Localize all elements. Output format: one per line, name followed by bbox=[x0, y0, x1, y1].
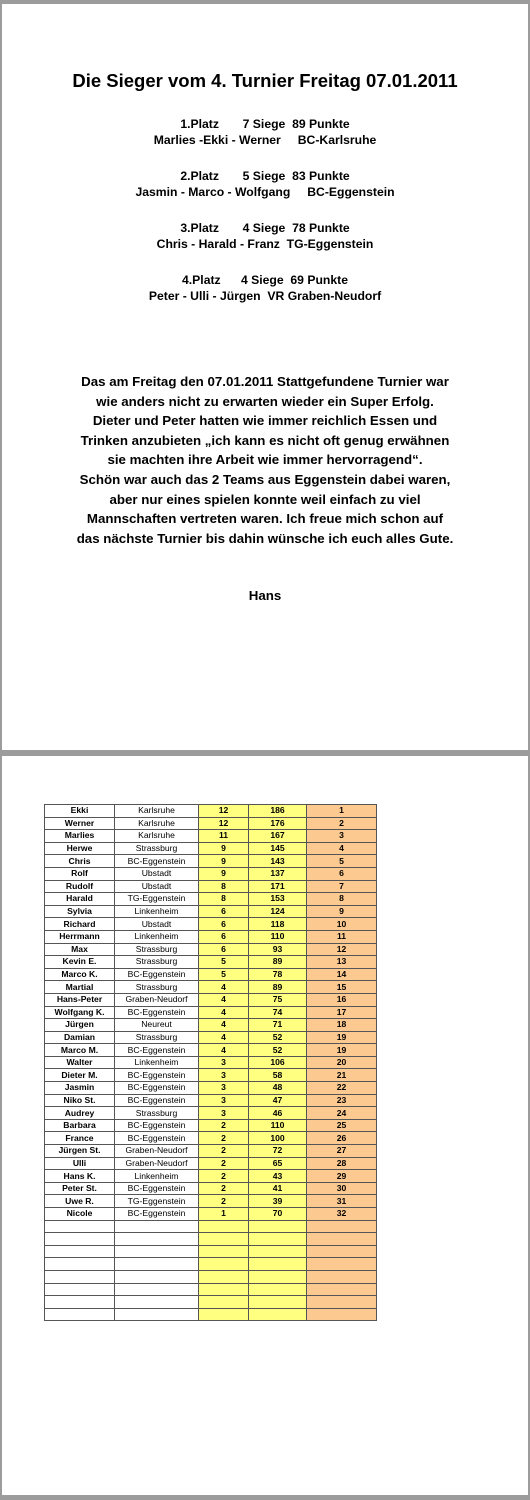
wins-cell: 3 bbox=[199, 1069, 249, 1082]
wins-cell: 2 bbox=[199, 1132, 249, 1145]
player-name-cell bbox=[45, 1245, 115, 1258]
club-cell: Strassburg bbox=[115, 943, 199, 956]
place-4-team: Peter - Ulli - Jürgen VR Graben-Neudorf bbox=[148, 289, 382, 303]
wins-cell: 4 bbox=[199, 1019, 249, 1032]
player-name-cell: Marco M. bbox=[45, 1044, 115, 1057]
club-cell: Ubstadt bbox=[115, 880, 199, 893]
club-cell bbox=[115, 1220, 199, 1233]
wins-cell bbox=[199, 1233, 249, 1246]
results-table bbox=[44, 804, 377, 1321]
club-cell bbox=[115, 1233, 199, 1246]
place-2-result: 2.Platz 5 Siege 83 Punkte bbox=[180, 169, 350, 183]
place-4 bbox=[2, 272, 528, 304]
points-cell: 43 bbox=[249, 1170, 307, 1183]
player-name-cell bbox=[45, 1258, 115, 1271]
club-cell: BC-Eggenstein bbox=[115, 1044, 199, 1057]
table-row bbox=[45, 1107, 377, 1120]
table-row bbox=[45, 956, 377, 969]
table-row bbox=[45, 1233, 377, 1246]
club-cell: BC-Eggenstein bbox=[115, 1069, 199, 1082]
results-table-body bbox=[45, 805, 377, 1321]
table-row bbox=[45, 805, 377, 818]
table-row bbox=[45, 1258, 377, 1271]
points-cell bbox=[249, 1220, 307, 1233]
points-cell bbox=[249, 1233, 307, 1246]
player-name-cell: France bbox=[45, 1132, 115, 1145]
club-cell: Ubstadt bbox=[115, 867, 199, 880]
report-text bbox=[42, 372, 488, 548]
rank-cell bbox=[307, 1270, 377, 1283]
wins-cell: 3 bbox=[199, 1056, 249, 1069]
player-name-cell: Marco K. bbox=[45, 968, 115, 981]
club-cell bbox=[115, 1308, 199, 1321]
table-row bbox=[45, 1145, 377, 1158]
table-row bbox=[45, 930, 377, 943]
table-row bbox=[45, 968, 377, 981]
rank-cell: 20 bbox=[307, 1056, 377, 1069]
rank-cell: 19 bbox=[307, 1044, 377, 1057]
rank-cell: 15 bbox=[307, 981, 377, 994]
player-name-cell: Damian bbox=[45, 1031, 115, 1044]
wins-cell: 9 bbox=[199, 855, 249, 868]
place-3-result: 3.Platz 4 Siege 78 Punkte bbox=[180, 221, 350, 235]
club-cell: Strassburg bbox=[115, 956, 199, 969]
club-cell: BC-Eggenstein bbox=[115, 1208, 199, 1221]
table-row bbox=[45, 893, 377, 906]
table-row bbox=[45, 1195, 377, 1208]
rank-cell bbox=[307, 1245, 377, 1258]
player-name-cell: Uwe R. bbox=[45, 1195, 115, 1208]
rank-cell bbox=[307, 1258, 377, 1271]
wins-cell bbox=[199, 1220, 249, 1233]
points-cell: 106 bbox=[249, 1056, 307, 1069]
rank-cell: 25 bbox=[307, 1119, 377, 1132]
club-cell: Linkenheim bbox=[115, 1056, 199, 1069]
points-cell bbox=[249, 1270, 307, 1283]
player-name-cell: Harald bbox=[45, 893, 115, 906]
table-row bbox=[45, 1006, 377, 1019]
wins-cell bbox=[199, 1283, 249, 1296]
place-1-team: Marlies -Ekki - Werner BC-Karlsruhe bbox=[153, 133, 377, 147]
player-name-cell: Rolf bbox=[45, 867, 115, 880]
rank-cell: 4 bbox=[307, 842, 377, 855]
player-name-cell: Kevin E. bbox=[45, 956, 115, 969]
page-title: Die Sieger vom 4. Turnier Freitag 07.01.2011 bbox=[72, 70, 458, 91]
wins-cell bbox=[199, 1258, 249, 1271]
wins-cell: 6 bbox=[199, 930, 249, 943]
club-cell: Linkenheim bbox=[115, 930, 199, 943]
club-cell: BC-Eggenstein bbox=[115, 1119, 199, 1132]
player-name-cell: Niko St. bbox=[45, 1094, 115, 1107]
report-line: Schön war auch das 2 Teams aus Eggenstein dabei waren, bbox=[79, 471, 451, 487]
wins-cell: 2 bbox=[199, 1170, 249, 1183]
report-line: Dieter und Peter hatten wie immer reichlich Essen und bbox=[92, 413, 438, 429]
rank-cell: 17 bbox=[307, 1006, 377, 1019]
points-cell: 71 bbox=[249, 1019, 307, 1032]
player-name-cell: Chris bbox=[45, 855, 115, 868]
table-row bbox=[45, 1069, 377, 1082]
club-cell bbox=[115, 1245, 199, 1258]
player-name-cell: Peter St. bbox=[45, 1182, 115, 1195]
rank-cell: 32 bbox=[307, 1208, 377, 1221]
points-cell: 110 bbox=[249, 930, 307, 943]
rank-cell: 13 bbox=[307, 956, 377, 969]
wins-cell: 4 bbox=[199, 1006, 249, 1019]
report-line: wie anders nicht zu erwarten wieder ein Super Erfolg. bbox=[96, 393, 434, 409]
club-cell: TG-Eggenstein bbox=[115, 893, 199, 906]
wins-cell: 5 bbox=[199, 956, 249, 969]
table-row bbox=[45, 1094, 377, 1107]
wins-cell: 4 bbox=[199, 1031, 249, 1044]
points-cell: 110 bbox=[249, 1119, 307, 1132]
table-row bbox=[45, 855, 377, 868]
club-cell bbox=[115, 1270, 199, 1283]
club-cell: Graben-Neudorf bbox=[115, 993, 199, 1006]
points-cell bbox=[249, 1308, 307, 1321]
document-page-2 bbox=[2, 756, 528, 1495]
table-row bbox=[45, 1157, 377, 1170]
rank-cell: 19 bbox=[307, 1031, 377, 1044]
rank-cell: 24 bbox=[307, 1107, 377, 1120]
club-cell: Graben-Neudorf bbox=[115, 1145, 199, 1158]
wins-cell bbox=[199, 1245, 249, 1258]
player-name-cell: Hans K. bbox=[45, 1170, 115, 1183]
club-cell: Strassburg bbox=[115, 1031, 199, 1044]
club-cell: BC-Eggenstein bbox=[115, 1132, 199, 1145]
player-name-cell: Rudolf bbox=[45, 880, 115, 893]
rank-cell: 5 bbox=[307, 855, 377, 868]
player-name-cell bbox=[45, 1233, 115, 1246]
player-name-cell: Jürgen St. bbox=[45, 1145, 115, 1158]
table-row bbox=[45, 993, 377, 1006]
wins-cell: 8 bbox=[199, 880, 249, 893]
table-row bbox=[45, 1296, 377, 1309]
wins-cell: 1 bbox=[199, 1208, 249, 1221]
points-cell: 171 bbox=[249, 880, 307, 893]
wins-cell: 9 bbox=[199, 842, 249, 855]
rank-cell: 31 bbox=[307, 1195, 377, 1208]
club-cell: Strassburg bbox=[115, 842, 199, 855]
rank-cell: 29 bbox=[307, 1170, 377, 1183]
rank-cell: 11 bbox=[307, 930, 377, 943]
club-cell bbox=[115, 1258, 199, 1271]
wins-cell: 4 bbox=[199, 1044, 249, 1057]
player-name-cell: Herrmann bbox=[45, 930, 115, 943]
rank-cell: 22 bbox=[307, 1082, 377, 1095]
table-row bbox=[45, 842, 377, 855]
player-name-cell: Hans-Peter bbox=[45, 993, 115, 1006]
player-name-cell bbox=[45, 1308, 115, 1321]
club-cell: Karlsruhe bbox=[115, 805, 199, 818]
place-3-team: Chris - Harald - Franz TG-Eggenstein bbox=[156, 237, 374, 251]
club-cell bbox=[115, 1296, 199, 1309]
points-cell: 137 bbox=[249, 867, 307, 880]
table-row bbox=[45, 1220, 377, 1233]
points-cell: 74 bbox=[249, 1006, 307, 1019]
player-name-cell bbox=[45, 1283, 115, 1296]
wins-cell bbox=[199, 1296, 249, 1309]
wins-cell: 4 bbox=[199, 993, 249, 1006]
wins-cell: 12 bbox=[199, 805, 249, 818]
points-cell bbox=[249, 1296, 307, 1309]
table-row bbox=[45, 880, 377, 893]
club-cell bbox=[115, 1283, 199, 1296]
table-row bbox=[45, 1056, 377, 1069]
club-cell: Karlsruhe bbox=[115, 817, 199, 830]
player-name-cell: Walter bbox=[45, 1056, 115, 1069]
club-cell: Karlsruhe bbox=[115, 830, 199, 843]
points-cell: 65 bbox=[249, 1157, 307, 1170]
report-line: aber nur eines spielen konnte weil einfach zu viel bbox=[109, 491, 421, 507]
rank-cell: 12 bbox=[307, 943, 377, 956]
points-cell: 78 bbox=[249, 968, 307, 981]
table-row bbox=[45, 817, 377, 830]
wins-cell: 6 bbox=[199, 905, 249, 918]
rank-cell: 27 bbox=[307, 1145, 377, 1158]
club-cell: Graben-Neudorf bbox=[115, 1157, 199, 1170]
club-cell: Ubstadt bbox=[115, 918, 199, 931]
place-1 bbox=[2, 116, 528, 148]
wins-cell: 2 bbox=[199, 1145, 249, 1158]
player-name-cell: Nicole bbox=[45, 1208, 115, 1221]
points-cell: 143 bbox=[249, 855, 307, 868]
table-row bbox=[45, 1170, 377, 1183]
points-cell: 46 bbox=[249, 1107, 307, 1120]
club-cell: BC-Eggenstein bbox=[115, 1082, 199, 1095]
rank-cell: 10 bbox=[307, 918, 377, 931]
rank-cell: 23 bbox=[307, 1094, 377, 1107]
rank-cell: 18 bbox=[307, 1019, 377, 1032]
wins-cell: 2 bbox=[199, 1182, 249, 1195]
player-name-cell: Herwe bbox=[45, 842, 115, 855]
points-cell: 52 bbox=[249, 1044, 307, 1057]
table-row bbox=[45, 1270, 377, 1283]
rank-cell bbox=[307, 1308, 377, 1321]
rank-cell: 9 bbox=[307, 905, 377, 918]
points-cell: 153 bbox=[249, 893, 307, 906]
player-name-cell: Audrey bbox=[45, 1107, 115, 1120]
table-row bbox=[45, 1308, 377, 1321]
table-row bbox=[45, 1019, 377, 1032]
points-cell: 100 bbox=[249, 1132, 307, 1145]
player-name-cell: Werner bbox=[45, 817, 115, 830]
rank-cell: 3 bbox=[307, 830, 377, 843]
club-cell: Linkenheim bbox=[115, 1170, 199, 1183]
points-cell bbox=[249, 1258, 307, 1271]
wins-cell: 11 bbox=[199, 830, 249, 843]
player-name-cell bbox=[45, 1220, 115, 1233]
points-cell: 89 bbox=[249, 981, 307, 994]
place-3 bbox=[2, 220, 528, 252]
points-cell: 167 bbox=[249, 830, 307, 843]
wins-cell: 4 bbox=[199, 981, 249, 994]
points-cell: 52 bbox=[249, 1031, 307, 1044]
player-name-cell: Dieter M. bbox=[45, 1069, 115, 1082]
points-cell: 39 bbox=[249, 1195, 307, 1208]
player-name-cell bbox=[45, 1270, 115, 1283]
rank-cell: 2 bbox=[307, 817, 377, 830]
points-cell: 72 bbox=[249, 1145, 307, 1158]
points-cell bbox=[249, 1245, 307, 1258]
table-row bbox=[45, 1132, 377, 1145]
wins-cell: 12 bbox=[199, 817, 249, 830]
table-row bbox=[45, 1082, 377, 1095]
report-line: sie machten ihre Arbeit wie immer hervorragend“. bbox=[107, 452, 423, 468]
table-row bbox=[45, 943, 377, 956]
player-name-cell: Martial bbox=[45, 981, 115, 994]
wins-cell: 8 bbox=[199, 893, 249, 906]
table-row bbox=[45, 1031, 377, 1044]
player-name-cell: Ulli bbox=[45, 1157, 115, 1170]
table-row bbox=[45, 918, 377, 931]
place-2 bbox=[2, 168, 528, 200]
points-cell: 124 bbox=[249, 905, 307, 918]
club-cell: Strassburg bbox=[115, 1107, 199, 1120]
rank-cell: 14 bbox=[307, 968, 377, 981]
player-name-cell: Jürgen bbox=[45, 1019, 115, 1032]
table-row bbox=[45, 1245, 377, 1258]
points-cell: 47 bbox=[249, 1094, 307, 1107]
report-line: Trinken anzubieten „ich kann es nicht oft genug erwähnen bbox=[80, 432, 450, 448]
player-name-cell: Wolfgang K. bbox=[45, 1006, 115, 1019]
rank-cell: 26 bbox=[307, 1132, 377, 1145]
report-line: das nächste Turnier bis dahin wünsche ich euch alles Gute. bbox=[76, 530, 454, 546]
wins-cell: 3 bbox=[199, 1107, 249, 1120]
points-cell bbox=[249, 1283, 307, 1296]
rank-cell: 6 bbox=[307, 867, 377, 880]
club-cell: BC-Eggenstein bbox=[115, 1094, 199, 1107]
club-cell: BC-Eggenstein bbox=[115, 968, 199, 981]
rank-cell: 30 bbox=[307, 1182, 377, 1195]
player-name-cell: Sylvia bbox=[45, 905, 115, 918]
table-row bbox=[45, 1208, 377, 1221]
player-name-cell: Barbara bbox=[45, 1119, 115, 1132]
points-cell: 58 bbox=[249, 1069, 307, 1082]
club-cell: BC-Eggenstein bbox=[115, 1182, 199, 1195]
points-cell: 186 bbox=[249, 805, 307, 818]
rank-cell: 16 bbox=[307, 993, 377, 1006]
table-row bbox=[45, 1283, 377, 1296]
points-cell: 176 bbox=[249, 817, 307, 830]
report-line: Mannschaften vertreten waren. Ich freue mich schon auf bbox=[86, 511, 444, 527]
points-cell: 145 bbox=[249, 842, 307, 855]
table-row bbox=[45, 905, 377, 918]
rank-cell: 8 bbox=[307, 893, 377, 906]
club-cell: BC-Eggenstein bbox=[115, 1006, 199, 1019]
rank-cell: 1 bbox=[307, 805, 377, 818]
place-1-result: 1.Platz 7 Siege 89 Punkte bbox=[180, 117, 350, 131]
points-cell: 48 bbox=[249, 1082, 307, 1095]
table-row bbox=[45, 1044, 377, 1057]
rank-cell bbox=[307, 1220, 377, 1233]
wins-cell: 6 bbox=[199, 943, 249, 956]
player-name-cell: Jasmin bbox=[45, 1082, 115, 1095]
club-cell: Linkenheim bbox=[115, 905, 199, 918]
report-line: Das am Freitag den 07.01.2011 Stattgefundene Turnier war bbox=[81, 374, 449, 389]
rank-cell bbox=[307, 1296, 377, 1309]
club-cell: BC-Eggenstein bbox=[115, 855, 199, 868]
wins-cell: 3 bbox=[199, 1082, 249, 1095]
place-2-team: Jasmin - Marco - Wolfgang BC-Eggenstein bbox=[135, 185, 395, 199]
points-cell: 41 bbox=[249, 1182, 307, 1195]
signature: Hans bbox=[248, 588, 282, 603]
table-row bbox=[45, 867, 377, 880]
points-cell: 89 bbox=[249, 956, 307, 969]
wins-cell: 5 bbox=[199, 968, 249, 981]
player-name-cell: Marlies bbox=[45, 830, 115, 843]
rank-cell: 21 bbox=[307, 1069, 377, 1082]
place-4-result: 4.Platz 4 Siege 69 Punkte bbox=[182, 273, 348, 287]
wins-cell: 2 bbox=[199, 1195, 249, 1208]
table-row bbox=[45, 1182, 377, 1195]
points-cell: 93 bbox=[249, 943, 307, 956]
points-cell: 118 bbox=[249, 918, 307, 931]
table-row bbox=[45, 1119, 377, 1132]
wins-cell: 2 bbox=[199, 1157, 249, 1170]
player-name-cell: Max bbox=[45, 943, 115, 956]
rank-cell bbox=[307, 1233, 377, 1246]
wins-cell bbox=[199, 1308, 249, 1321]
club-cell: TG-Eggenstein bbox=[115, 1195, 199, 1208]
table-row bbox=[45, 981, 377, 994]
club-cell: Neureut bbox=[115, 1019, 199, 1032]
wins-cell: 3 bbox=[199, 1094, 249, 1107]
club-cell: Strassburg bbox=[115, 981, 199, 994]
player-name-cell bbox=[45, 1296, 115, 1309]
wins-cell bbox=[199, 1270, 249, 1283]
points-cell: 70 bbox=[249, 1208, 307, 1221]
player-name-cell: Richard bbox=[45, 918, 115, 931]
wins-cell: 2 bbox=[199, 1119, 249, 1132]
rank-cell bbox=[307, 1283, 377, 1296]
wins-cell: 6 bbox=[199, 918, 249, 931]
wins-cell: 9 bbox=[199, 867, 249, 880]
points-cell: 75 bbox=[249, 993, 307, 1006]
table-row bbox=[45, 830, 377, 843]
rank-cell: 28 bbox=[307, 1157, 377, 1170]
document-page-1 bbox=[2, 4, 528, 750]
rank-cell: 7 bbox=[307, 880, 377, 893]
player-name-cell: Ekki bbox=[45, 805, 115, 818]
